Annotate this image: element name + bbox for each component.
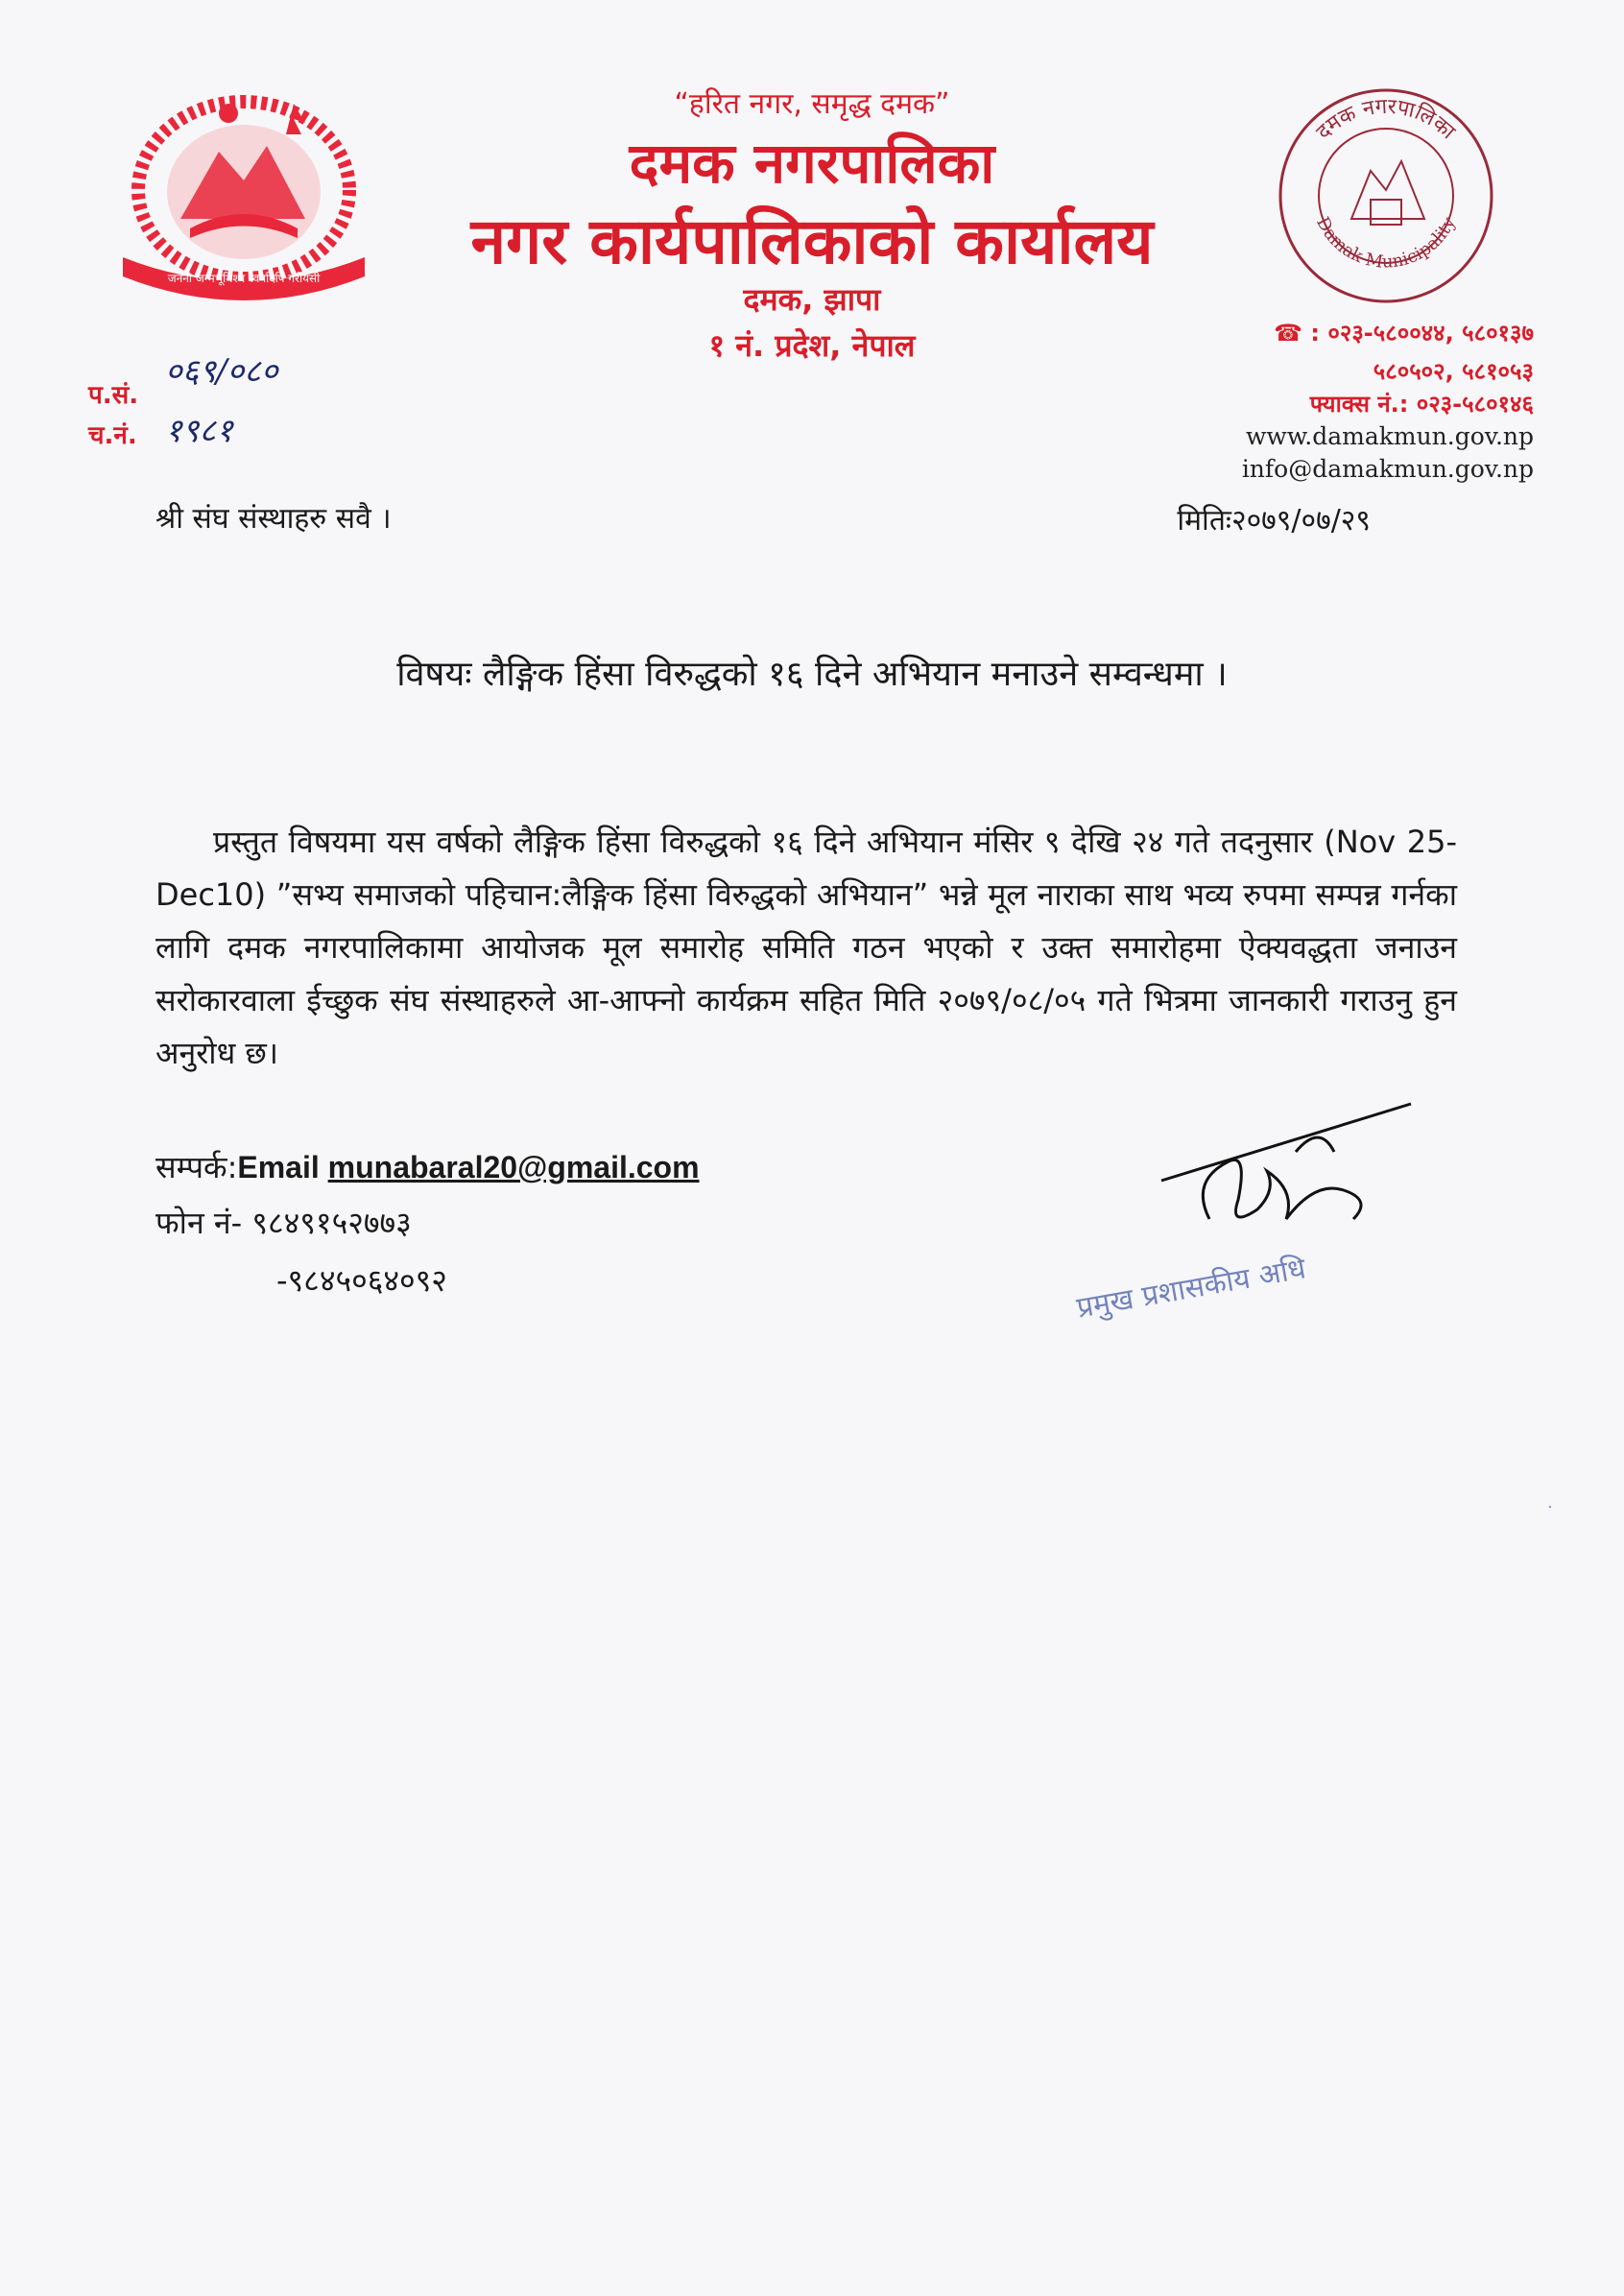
email-label: Email: [237, 1150, 328, 1184]
office-name: नगर कार्यपालिकाको कार्यालय: [470, 204, 1154, 278]
slogan: “हरित नगर, समृद्ध दमक”: [674, 87, 950, 121]
contact-email-link[interactable]: munabaral20@gmail.com: [327, 1150, 700, 1184]
phone-line-2: ५८०५०२, ५८१०५३: [1373, 358, 1534, 385]
seal-text-bottom: Damak Municipality: [1312, 213, 1460, 273]
seal-text-top: दमक नगरपालिका: [1311, 94, 1460, 145]
phone-line-1: ☎ : ०२३-५८००४४, ५८०१३७: [1274, 320, 1534, 347]
body-paragraph: प्रस्तुत विषयमा यस वर्षको लैङ्गिक हिंसा विरुद्धको १६ दिने अभियान मंसिर ९ देखि २४ गते तदनुसार (Nov 25-Dec10) ”सभ्य समाजको पहिचान:लैङ्गिक हिंसा विरुद्धको अभियान” भन्ने मूल नाराका साथ भव्य रुपमा सम्पन्न गर्नका लागि दमक नगरपालिकामा आयोजक मूल समारोह समिति गठन भएको र उक्त समारोहमा ऐक्यवद्धता जनाउन सरोकारवाला ईच्छुक संघ संस्थाहरुले आ-आफ्नो कार्यक्रम सहित मिति २०७९/०८/०५ गते भित्रमा जानकारी गराउनु हुन अनुरोध छ।: [155, 824, 1457, 1071]
contact-line: [155, 1146, 700, 1187]
ps-value: ०६९/०८०: [165, 352, 278, 391]
website-link[interactable]: www.damakmun.gov.np: [1246, 422, 1534, 450]
designation-stamp: प्रमुख प्रशासकीय अधि: [1074, 1252, 1309, 1326]
address-line-1: दमक, झापा: [743, 281, 881, 318]
contact-phone-2: -९८४५०६४०९२: [276, 1262, 447, 1299]
subject-line: विषयः लैङ्गिक हिंसा विरुद्धको १६ दिने अभियान मनाउने सम्वन्धमा ।: [396, 655, 1228, 694]
contact-label: सम्पर्क:: [155, 1149, 238, 1185]
emblem-ribbon-text: जननी जन्मभूमिश्च स्वर्गादपि गरीयसी: [167, 272, 321, 285]
cn-value: १९८१: [165, 412, 233, 450]
fax-number: फ्याक्स नं.: ०२३-५८०१४६: [1309, 391, 1534, 418]
contact-phone-1: फोन नं- ९८४९१५२७७३: [155, 1205, 412, 1241]
org-name: दमक नगरपालिका: [629, 131, 995, 196]
cn-label: च.नं.: [88, 421, 137, 450]
recipient: श्री संघ संस्थाहरु सवै ।: [155, 502, 392, 536]
office-email-link[interactable]: info@damakmun.gov.np: [1241, 455, 1534, 483]
paper-speck-mark: ·: [1547, 1497, 1553, 1518]
ps-label: प.सं.: [88, 381, 139, 410]
letter-date: मितिः२०७९/०७/२९: [1177, 504, 1371, 538]
address-line-2: १ नं. प्रदेश, नेपाल: [708, 327, 916, 364]
